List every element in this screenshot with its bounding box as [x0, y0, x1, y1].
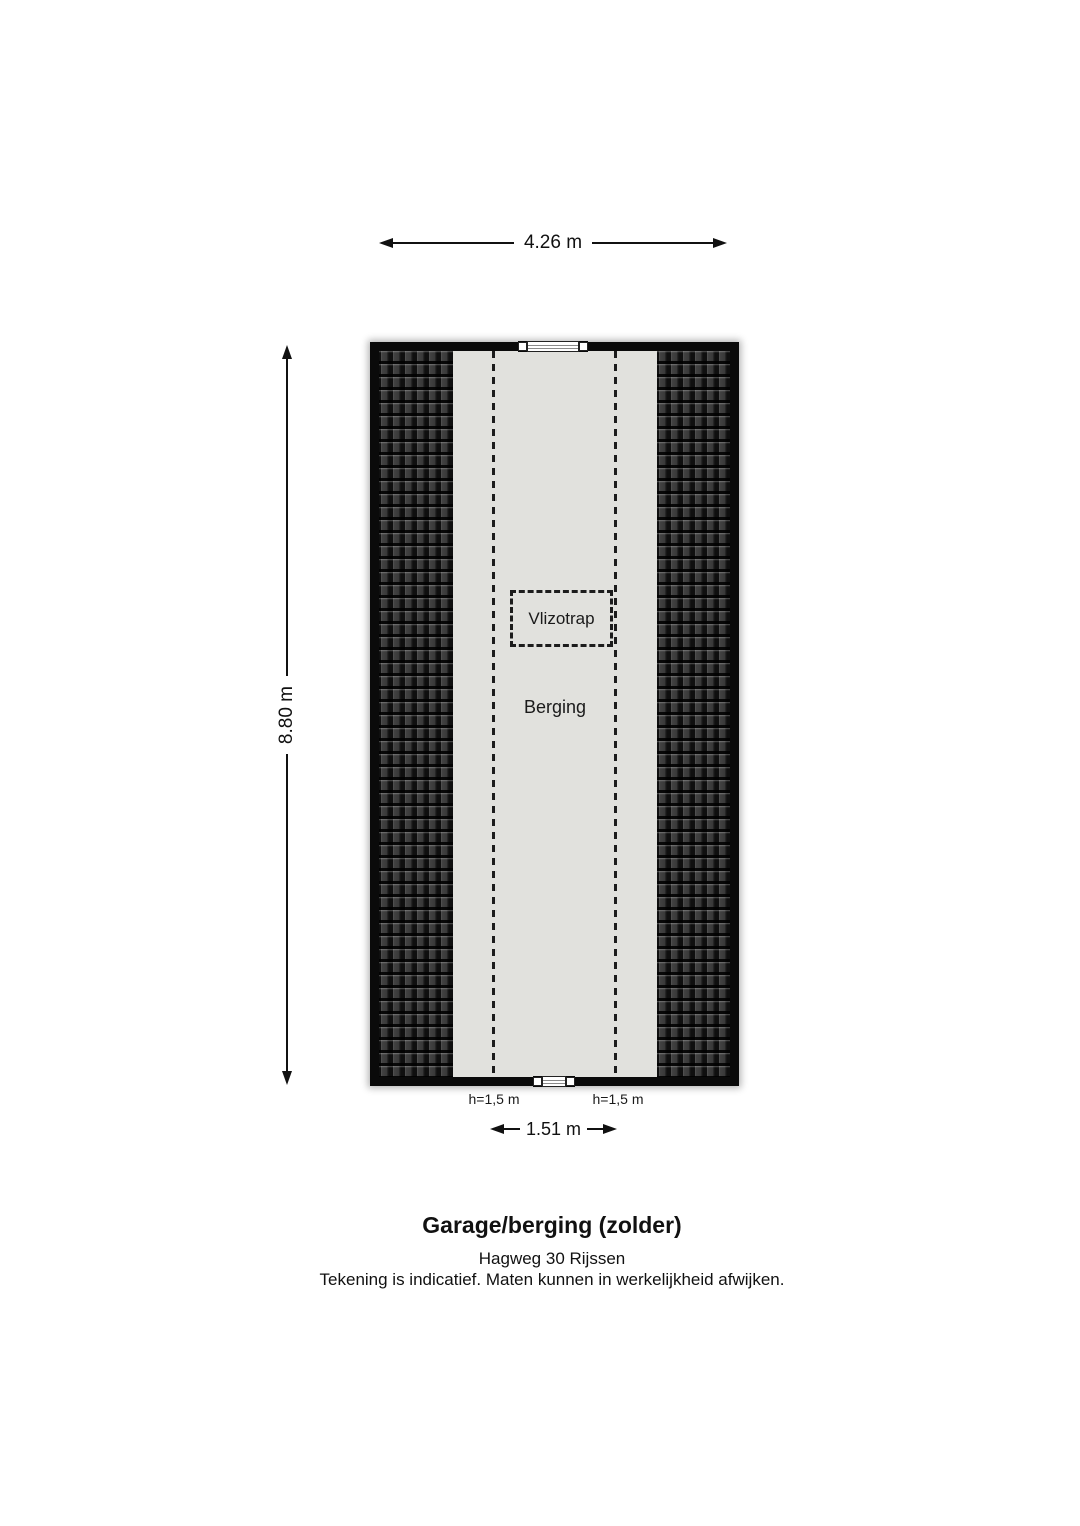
arrowhead-down-icon: [282, 1071, 292, 1085]
plan-title: Garage/berging (zolder): [422, 1212, 682, 1238]
berging-label: Berging: [523, 697, 587, 717]
dimension-line: [587, 1128, 603, 1130]
dimension-top-width: [379, 232, 727, 254]
dimension-bottom-width: [490, 1118, 617, 1140]
arrowhead-right-icon: [713, 238, 727, 248]
dimension-line: [592, 242, 713, 244]
window-glazing: [542, 1076, 566, 1087]
window-bottom: [533, 1076, 575, 1087]
arrowhead-left-icon: [379, 238, 393, 248]
dimension-line: [286, 359, 288, 676]
plan-disclaimer: Tekening is indicatief. Maten kunnen in werkelijkheid afwijken.: [319, 1270, 785, 1289]
dimension-left-height: [275, 345, 299, 1085]
arrowhead-up-icon: [282, 345, 292, 359]
arrowhead-left-icon: [490, 1124, 504, 1134]
attic-interior: [379, 351, 730, 1077]
window-top: [518, 341, 588, 352]
window-glazing: [527, 341, 579, 352]
window-frame-cap: [533, 1077, 542, 1086]
vlizotrap-label: Vlizotrap: [528, 608, 595, 628]
dimension-left-label: 8.80 m: [276, 685, 297, 745]
dimension-bottom-label: 1.51 m: [525, 1118, 582, 1139]
dimension-line: [393, 242, 514, 244]
floorplan-outline: [370, 342, 739, 1086]
window-frame-cap: [566, 1077, 575, 1086]
plan-address: Hagweg 30 Rijssen: [478, 1249, 626, 1268]
window-frame-cap: [518, 342, 527, 351]
arrowhead-right-icon: [603, 1124, 617, 1134]
height-note-right: h=1,5 m: [592, 1091, 644, 1107]
dimension-line: [286, 754, 288, 1071]
roof-tile-area-left: [379, 351, 453, 1077]
height-note-left: h=1,5 m: [468, 1091, 520, 1107]
roof-tile-area-right: [657, 351, 730, 1077]
dimension-top-label: 4.26 m: [523, 232, 583, 253]
dimension-line: [504, 1128, 520, 1130]
window-frame-cap: [579, 342, 588, 351]
vlizotrap-hatch-outline: [510, 590, 613, 647]
